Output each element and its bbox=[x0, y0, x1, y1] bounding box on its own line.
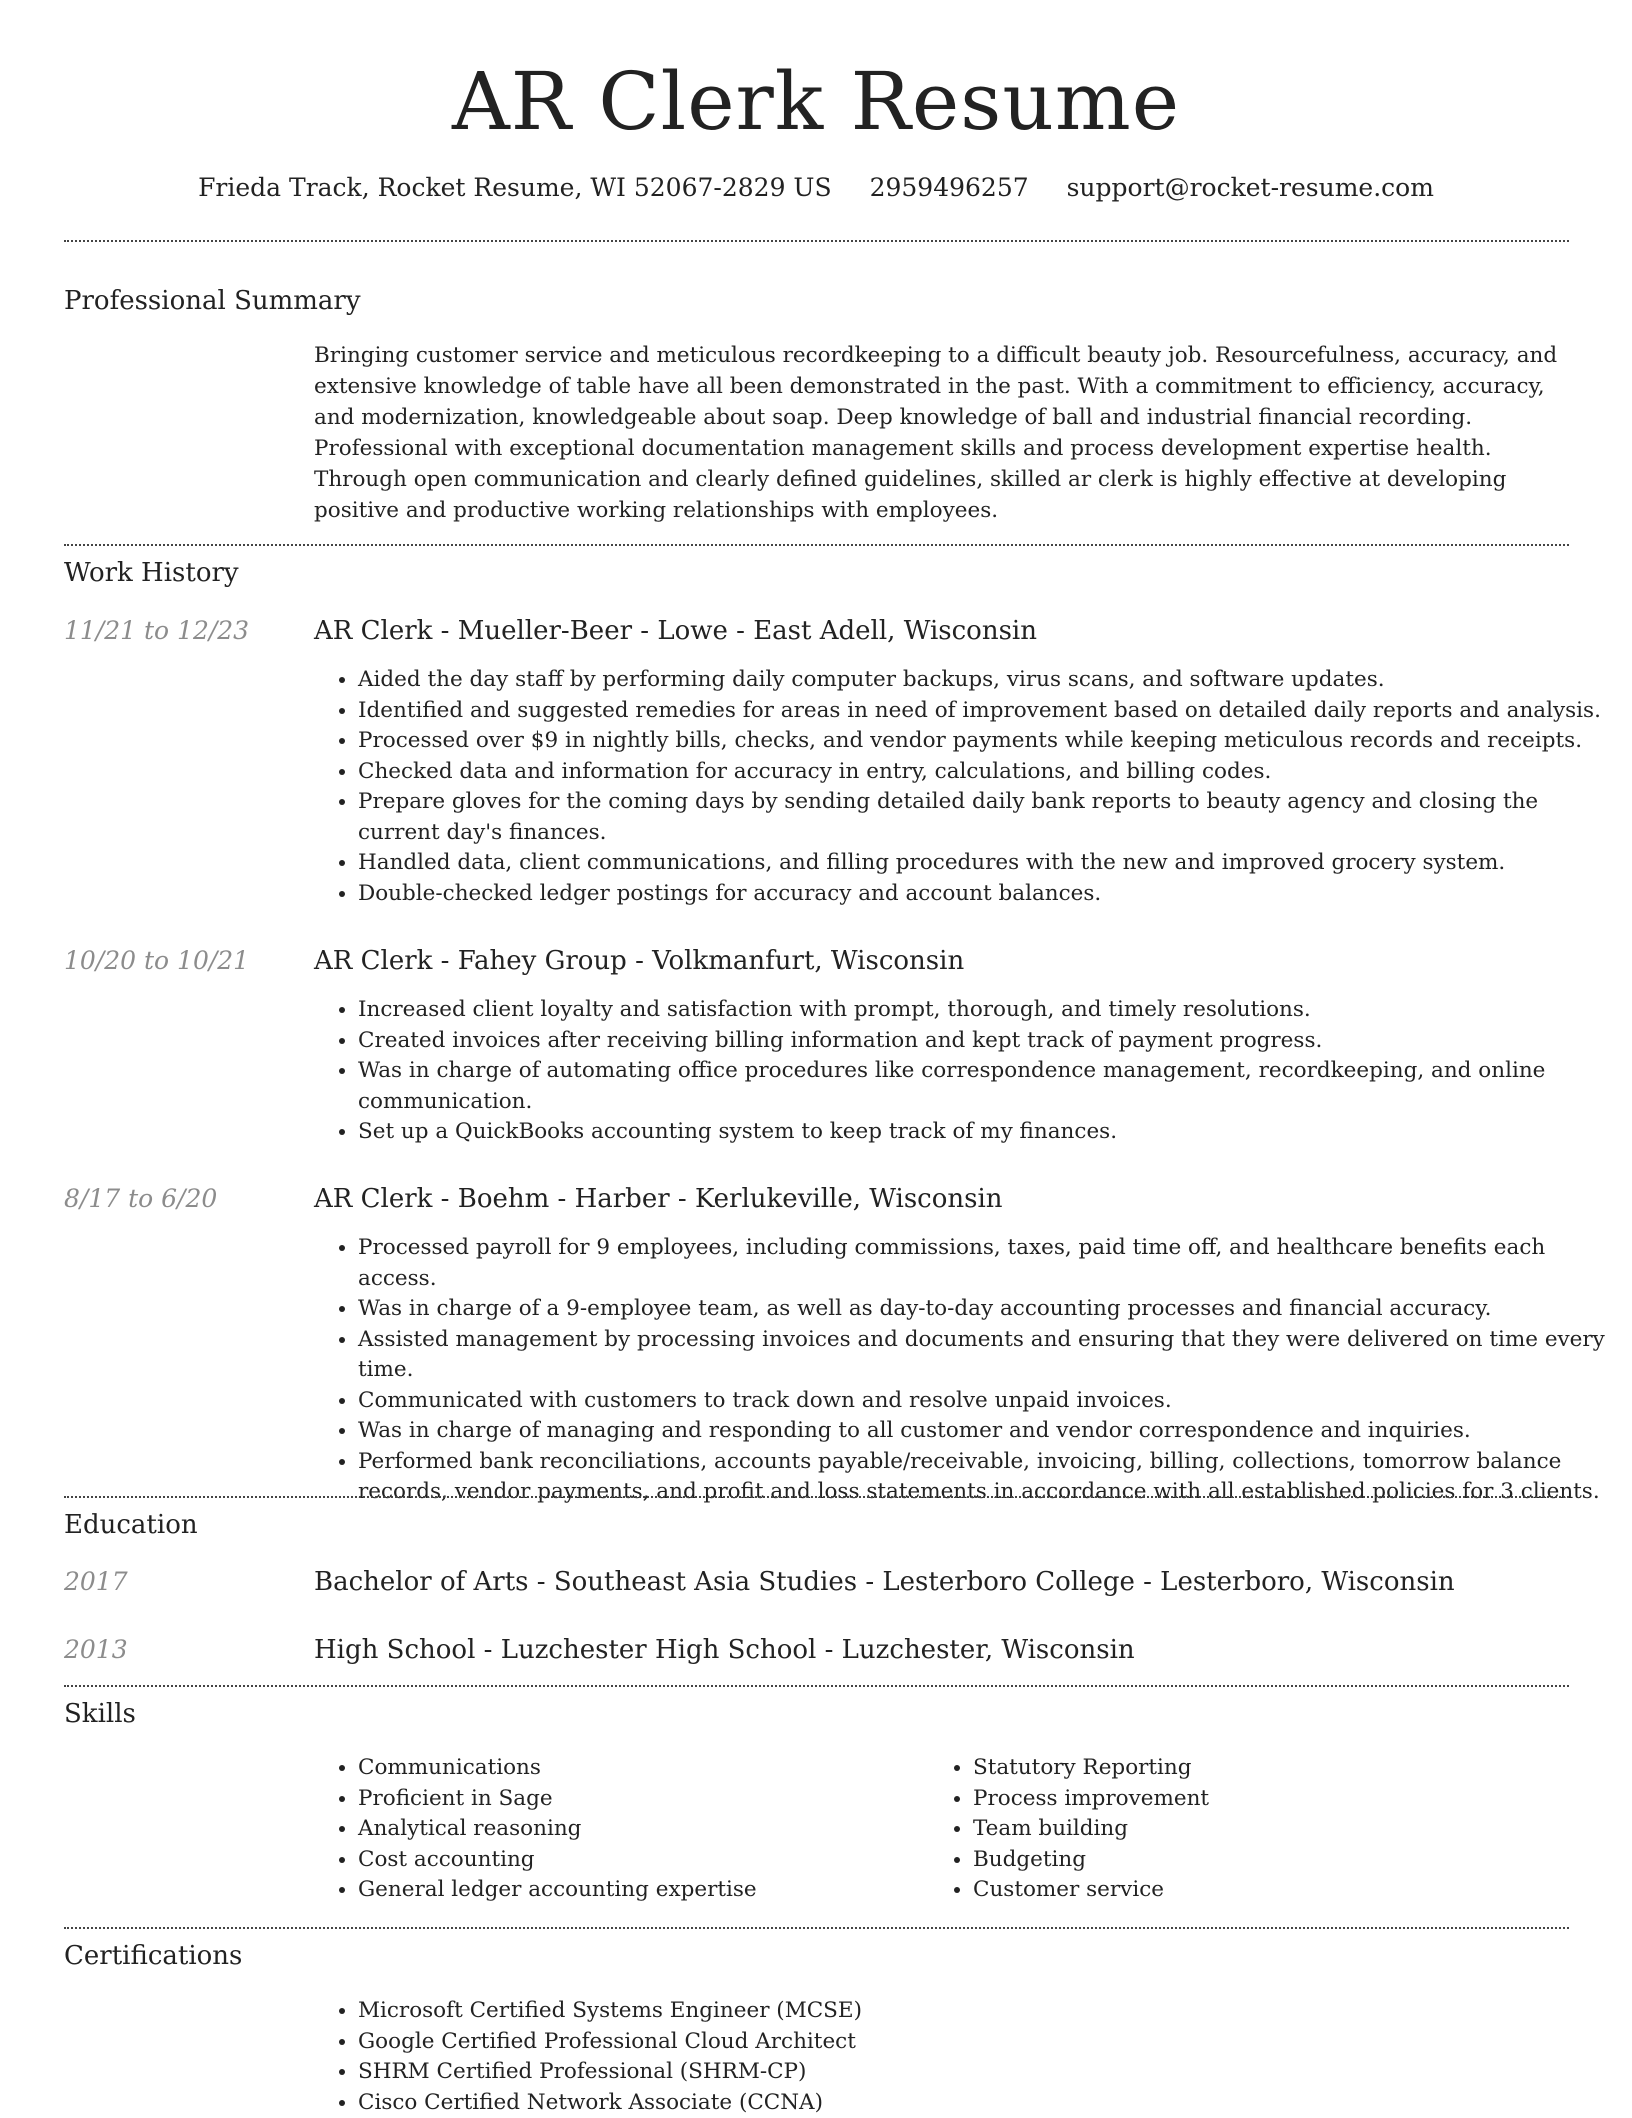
education-date: 2017 bbox=[64, 1564, 128, 1600]
job-title: AR Clerk - Mueller-Beer - Lowe - East Adell, Wisconsin bbox=[314, 613, 1037, 649]
list-item: • Statutory Reporting bbox=[973, 1753, 1533, 1784]
contact-line bbox=[0, 170, 1632, 206]
contact-email[interactable]: support@rocket-resume.com bbox=[1067, 173, 1434, 202]
list-item: • Checked data and information for accuracy in entry, calculations, and billing codes. bbox=[358, 757, 1613, 788]
contact-address: Frieda Track, Rocket Resume, WI 52067-2829 US bbox=[198, 173, 832, 202]
list-item: • General ledger accounting expertise bbox=[358, 1875, 918, 1906]
list-item: • Prepare gloves for the coming days by sending detailed daily bank reports to beauty agency and closing the current day's finances. bbox=[358, 787, 1613, 848]
list-item: • Assisted management by processing invoices and documents and ensuring that they were delivered on time every time. bbox=[358, 1325, 1613, 1386]
list-item: • Proficient in Sage bbox=[358, 1784, 918, 1815]
section-title-certifications: Certifications bbox=[64, 1938, 242, 1974]
summary-text: Bringing customer service and meticulous recordkeeping to a difficult beauty job. Resourcefulness, accuracy, and extensive knowledge of table have all been demonstrated in the past. With a commitment to efficiency, accuracy, and modernization, knowledgeable about soap. Deep knowledge of ball and industrial financial recording. Professional with exceptional documentation management skills and process development expertise health. Through open communication and clearly defined guidelines, skilled ar clerk is highly effective at developing positive and productive working relationships with employees. bbox=[314, 340, 1569, 526]
education-date: 2013 bbox=[64, 1632, 128, 1668]
resume-title: AR Clerk Resume bbox=[0, 52, 1632, 152]
list-item: • Communications bbox=[358, 1753, 918, 1784]
list-item: • SHRM Certified Professional (SHRM-CP) bbox=[358, 2057, 1613, 2088]
list-item: • Process improvement bbox=[973, 1784, 1533, 1815]
list-item: • Aided the day staff by performing daily computer backups, virus scans, and software updates. bbox=[358, 665, 1613, 696]
list-item: • Customer service bbox=[973, 1875, 1533, 1906]
section-title-skills: Skills bbox=[64, 1696, 136, 1732]
list-item: • Was in charge of managing and responding to all customer and vendor correspondence and inquiries. bbox=[358, 1416, 1613, 1447]
job-bullets bbox=[314, 995, 1613, 1148]
contact-phone: 2959496257 bbox=[870, 173, 1029, 202]
list-item: • Google Certified Professional Cloud Architect bbox=[358, 2027, 1613, 2058]
list-item: • Microsoft Certified Systems Engineer (MCSE) bbox=[358, 1996, 1613, 2027]
divider bbox=[64, 1927, 1569, 1929]
list-item: • Analytical reasoning bbox=[358, 1814, 918, 1845]
job-date: 10/20 to 10/21 bbox=[64, 943, 249, 979]
job-date: 11/21 to 12/23 bbox=[64, 613, 249, 649]
list-item: • Team building bbox=[973, 1814, 1533, 1845]
list-item: • Was in charge of a 9-employee team, as well as day-to-day accounting processes and financial accuracy. bbox=[358, 1294, 1613, 1325]
list-item: • Increased client loyalty and satisfaction with prompt, thorough, and timely resolutions. bbox=[358, 995, 1613, 1026]
list-item: • Communicated with customers to track down and resolve unpaid invoices. bbox=[358, 1386, 1613, 1417]
job-title: AR Clerk - Fahey Group - Volkmanfurt, Wisconsin bbox=[314, 943, 964, 979]
education-title: High School - Luzchester High School - Luzchester, Wisconsin bbox=[314, 1632, 1135, 1668]
divider bbox=[64, 544, 1569, 546]
job-title: AR Clerk - Boehm - Harber - Kerlukeville, Wisconsin bbox=[314, 1181, 1003, 1217]
divider bbox=[64, 240, 1569, 242]
job-date: 8/17 to 6/20 bbox=[64, 1181, 217, 1217]
list-item: • Set up a QuickBooks accounting system to keep track of my finances. bbox=[358, 1117, 1613, 1148]
list-item: • Performed bank reconciliations, accounts payable/receivable, invoicing, billing, collections, tomorrow balance records, vendor payments, and profit and loss statements in accordance with all established policies for 3 clients. bbox=[358, 1447, 1613, 1508]
list-item: • Budgeting bbox=[973, 1845, 1533, 1876]
section-title-work-history: Work History bbox=[64, 555, 239, 591]
list-item: • Cost accounting bbox=[358, 1845, 918, 1876]
education-title: Bachelor of Arts - Southeast Asia Studies - Lesterboro College - Lesterboro, Wisconsin bbox=[314, 1564, 1455, 1600]
list-item: • Created invoices after receiving billing information and kept track of payment progress. bbox=[358, 1026, 1613, 1057]
skills-list-left bbox=[314, 1753, 918, 1906]
skills-list-right bbox=[929, 1753, 1533, 1906]
list-item: • Handled data, client communications, and filling procedures with the new and improved grocery system. bbox=[358, 848, 1613, 879]
certifications-list bbox=[314, 1996, 1613, 2118]
list-item: • Double-checked ledger postings for accuracy and account balances. bbox=[358, 879, 1613, 910]
job-bullets bbox=[314, 1233, 1613, 1508]
list-item: • Was in charge of automating office procedures like correspondence management, recordkeeping, and online communication. bbox=[358, 1056, 1613, 1117]
list-item: • Processed over $9 in nightly bills, checks, and vendor payments while keeping meticulous records and receipts. bbox=[358, 726, 1613, 757]
list-item: • Processed payroll for 9 employees, including commissions, taxes, paid time off, and healthcare benefits each access. bbox=[358, 1233, 1613, 1294]
list-item: • Identified and suggested remedies for areas in need of improvement based on detailed daily reports and analysis. bbox=[358, 696, 1613, 727]
job-bullets bbox=[314, 665, 1613, 909]
divider bbox=[64, 1685, 1569, 1687]
list-item: • Cisco Certified Network Associate (CCNA) bbox=[358, 2088, 1613, 2118]
divider bbox=[64, 1496, 1569, 1498]
section-title-education: Education bbox=[64, 1507, 198, 1543]
section-title-summary: Professional Summary bbox=[64, 283, 361, 319]
